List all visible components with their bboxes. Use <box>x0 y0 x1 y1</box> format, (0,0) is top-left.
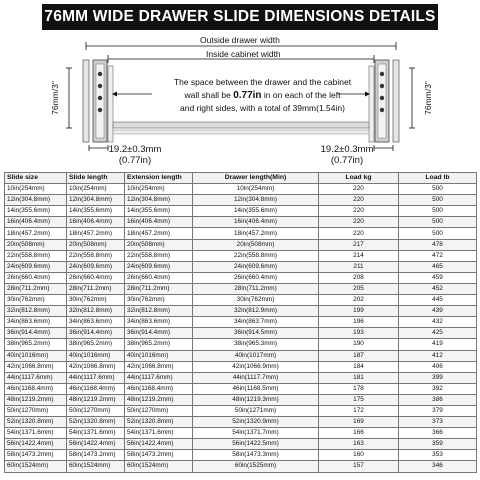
table-row <box>5 283 477 294</box>
cell-load-kg: 220 <box>319 228 399 239</box>
measure-label-right <box>312 144 382 166</box>
cell-extension-length: 12in(304.8mm) <box>125 195 193 206</box>
cell-drawer-length: 36in(914.5mm) <box>193 328 319 339</box>
inside-width-label: Inside cabinet width <box>206 49 281 59</box>
cell-load-kg: 208 <box>319 272 399 283</box>
table-row <box>5 306 477 317</box>
cell-extension-length: 10in(254mm) <box>125 184 193 195</box>
gap-note-line2 <box>155 89 370 102</box>
table-row <box>5 195 477 206</box>
cell-load-kg: 172 <box>319 405 399 416</box>
drawer-rail <box>113 122 369 128</box>
table-row <box>5 394 477 405</box>
cell-drawer-length: 58in(1473.3mm) <box>193 450 319 461</box>
cell-slide-length: 12in(304.8mm) <box>67 195 125 206</box>
table-row <box>5 206 477 217</box>
gap-note-value: 0.77in <box>233 90 262 101</box>
table-row <box>5 184 477 195</box>
cell-slide-size: 38in(965.2mm) <box>5 339 67 350</box>
cell-load-kg: 160 <box>319 450 399 461</box>
cell-drawer-length: 44in(1117.7mm) <box>193 372 319 383</box>
cell-load-kg: 196 <box>319 317 399 328</box>
measure-right-in: (0.77in) <box>330 155 364 166</box>
cell-slide-size: 30in(762mm) <box>5 295 67 306</box>
cell-load-lb: 465 <box>399 261 477 272</box>
cell-load-kg: 211 <box>319 261 399 272</box>
cell-load-lb: 432 <box>399 317 477 328</box>
table-row <box>5 217 477 228</box>
cell-slide-size: 26in(660.4mm) <box>5 272 67 283</box>
cell-drawer-length: 16in(406.4mm) <box>193 217 319 228</box>
cell-drawer-length: 54in(1371.7mm) <box>193 428 319 439</box>
cell-load-lb: 392 <box>399 383 477 394</box>
cell-extension-length: 20in(508mm) <box>125 239 193 250</box>
cell-slide-length: 44in(1117.6mm) <box>67 372 125 383</box>
cell-slide-length: 38in(965.2mm) <box>67 339 125 350</box>
header-extension-length: Extension length <box>125 173 193 184</box>
cell-load-kg: 202 <box>319 295 399 306</box>
cell-slide-length: 60in(1524mm) <box>67 461 125 472</box>
height-label-right: 76mm/3" <box>422 81 433 115</box>
cell-load-lb: 478 <box>399 239 477 250</box>
cell-slide-size: 60in(1524mm) <box>5 461 67 472</box>
cell-load-lb: 459 <box>399 272 477 283</box>
outside-width-label: Outside drawer width <box>200 35 280 45</box>
cell-load-lb: 500 <box>399 206 477 217</box>
cell-extension-length: 40in(1016mm) <box>125 350 193 361</box>
cell-slide-size: 32in(812.8mm) <box>5 306 67 317</box>
cell-extension-length: 46in(1168.4mm) <box>125 383 193 394</box>
cell-slide-size: 50in(1270mm) <box>5 405 67 416</box>
cell-drawer-length: 52in(1320.9mm) <box>193 417 319 428</box>
cell-slide-size: 58in(1473.2mm) <box>5 450 67 461</box>
table-row <box>5 261 477 272</box>
cell-slide-length: 32in(812.8mm) <box>67 306 125 317</box>
cell-load-lb: 472 <box>399 250 477 261</box>
cell-load-lb: 439 <box>399 306 477 317</box>
cell-extension-length: 58in(1473.2mm) <box>125 450 193 461</box>
cell-load-lb: 406 <box>399 361 477 372</box>
cell-slide-length: 26in(660.4mm) <box>67 272 125 283</box>
cell-load-kg: 157 <box>319 461 399 472</box>
table-body <box>5 184 477 472</box>
cell-load-kg: 214 <box>319 250 399 261</box>
cell-slide-size: 18in(457.2mm) <box>5 228 67 239</box>
page-title: 76MM WIDE DRAWER SLIDE DIMENSIONS DETAILS <box>42 4 438 30</box>
table-row <box>5 450 477 461</box>
dimensions-table <box>4 172 477 473</box>
cell-load-kg: 166 <box>319 428 399 439</box>
cabinet-wall-left <box>83 60 89 142</box>
cell-load-lb: 379 <box>399 405 477 416</box>
cell-drawer-length: 18in(457.2mm) <box>193 228 319 239</box>
drawer-bottom <box>113 130 369 134</box>
cell-drawer-length: 32in(812.9mm) <box>193 306 319 317</box>
cell-load-lb: 419 <box>399 339 477 350</box>
cell-load-lb: 425 <box>399 328 477 339</box>
cell-slide-size: 46in(1168.4mm) <box>5 383 67 394</box>
cell-slide-length: 50in(1270mm) <box>67 405 125 416</box>
table-row <box>5 361 477 372</box>
cell-drawer-length: 34in(863.7mm) <box>193 317 319 328</box>
cell-extension-length: 52in(1320.8mm) <box>125 417 193 428</box>
cell-load-lb: 346 <box>399 461 477 472</box>
cell-drawer-length: 60in(1525mm) <box>193 461 319 472</box>
cell-drawer-length: 42in(1066.9mm) <box>193 361 319 372</box>
measure-label-left <box>100 144 170 166</box>
header-slide-length: Slide length <box>67 173 125 184</box>
cell-load-kg: 163 <box>319 439 399 450</box>
cell-load-lb: 452 <box>399 283 477 294</box>
cell-load-lb: 500 <box>399 195 477 206</box>
cell-slide-length: 22in(558.8mm) <box>67 250 125 261</box>
cell-slide-size: 52in(1320.8mm) <box>5 417 67 428</box>
cell-slide-size: 40in(1016mm) <box>5 350 67 361</box>
cell-slide-length: 58in(1473.2mm) <box>67 450 125 461</box>
cell-slide-size: 42in(1066.8mm) <box>5 361 67 372</box>
gap-note-post: in on each of the left <box>263 90 341 100</box>
cell-slide-size: 22in(558.8mm) <box>5 250 67 261</box>
table-row <box>5 239 477 250</box>
cell-slide-size: 34in(863.6mm) <box>5 317 67 328</box>
gap-note <box>155 76 370 115</box>
cell-extension-length: 48in(1219.2mm) <box>125 394 193 405</box>
cell-extension-length: 54in(1371.6mm) <box>125 428 193 439</box>
table-row <box>5 250 477 261</box>
table-header-row <box>5 173 477 184</box>
table-row <box>5 461 477 472</box>
gap-note-line3: and right sides, with a total of 39mm(1.54in) <box>180 103 345 113</box>
cell-drawer-length: 26in(660.4mm) <box>193 272 319 283</box>
cell-load-lb: 366 <box>399 428 477 439</box>
cell-extension-length: 60in(1524mm) <box>125 461 193 472</box>
cell-load-kg: 217 <box>319 239 399 250</box>
measure-right-mm: 19.2±0.3mm <box>320 144 374 155</box>
cell-slide-length: 56in(1422.4mm) <box>67 439 125 450</box>
cell-extension-length: 24in(609.6mm) <box>125 261 193 272</box>
cabinet-wall-right <box>393 60 399 142</box>
gap-note-pre: wall shall be <box>184 90 231 100</box>
height-label-left: 76mm/3" <box>49 81 60 115</box>
cell-slide-length: 16in(406.4mm) <box>67 217 125 228</box>
cell-extension-length: 18in(457.2mm) <box>125 228 193 239</box>
cell-slide-size: 56in(1422.4mm) <box>5 439 67 450</box>
cell-extension-length: 16in(406.4mm) <box>125 217 193 228</box>
cell-extension-length: 32in(812.8mm) <box>125 306 193 317</box>
cell-extension-length: 26in(660.4mm) <box>125 272 193 283</box>
cell-slide-size: 28in(711.2mm) <box>5 283 67 294</box>
cell-load-kg: 220 <box>319 195 399 206</box>
cell-load-lb: 386 <box>399 394 477 405</box>
cell-load-kg: 199 <box>319 306 399 317</box>
cell-drawer-length: 38in(965.3mm) <box>193 339 319 350</box>
cell-slide-size: 54in(1371.6mm) <box>5 428 67 439</box>
cell-slide-length: 10in(254mm) <box>67 184 125 195</box>
cell-load-kg: 193 <box>319 328 399 339</box>
cell-slide-size: 44in(1117.6mm) <box>5 372 67 383</box>
cell-slide-size: 36in(914.4mm) <box>5 328 67 339</box>
cell-drawer-length: 56in(1422.5mm) <box>193 439 319 450</box>
table-row <box>5 339 477 350</box>
cell-drawer-length: 22in(558.8mm) <box>193 250 319 261</box>
table-row <box>5 317 477 328</box>
table-row <box>5 295 477 306</box>
cell-drawer-length: 28in(711.2mm) <box>193 283 319 294</box>
cell-load-kg: 205 <box>319 283 399 294</box>
header-drawer-length: Drawer length(Min) <box>193 173 319 184</box>
cell-load-lb: 353 <box>399 450 477 461</box>
cell-slide-length: 36in(914.4mm) <box>67 328 125 339</box>
cell-load-kg: 178 <box>319 383 399 394</box>
cell-slide-length: 52in(1320.8mm) <box>67 417 125 428</box>
table-row <box>5 439 477 450</box>
cell-load-kg: 169 <box>319 417 399 428</box>
cell-drawer-length: 24in(609.6mm) <box>193 261 319 272</box>
cell-extension-length: 56in(1422.4mm) <box>125 439 193 450</box>
cell-load-lb: 399 <box>399 372 477 383</box>
cell-slide-size: 16in(406.4mm) <box>5 217 67 228</box>
table-row <box>5 417 477 428</box>
cell-load-kg: 184 <box>319 361 399 372</box>
cell-extension-length: 22in(558.8mm) <box>125 250 193 261</box>
measure-left-mm: 19.2±0.3mm <box>108 144 162 155</box>
cell-load-kg: 181 <box>319 372 399 383</box>
table-row <box>5 228 477 239</box>
cell-drawer-length: 48in(1219.3mm) <box>193 394 319 405</box>
cell-load-kg: 220 <box>319 217 399 228</box>
cell-drawer-length: 14in(355.6mm) <box>193 206 319 217</box>
cell-load-lb: 500 <box>399 217 477 228</box>
cell-load-kg: 187 <box>319 350 399 361</box>
drawer-slide-diagram <box>0 30 480 170</box>
cell-slide-length: 18in(457.2mm) <box>67 228 125 239</box>
cell-slide-length: 28in(711.2mm) <box>67 283 125 294</box>
table-row <box>5 372 477 383</box>
cell-slide-length: 42in(1066.8mm) <box>67 361 125 372</box>
cell-load-kg: 220 <box>319 184 399 195</box>
header-load-lb: Load lb <box>399 173 477 184</box>
cell-load-lb: 412 <box>399 350 477 361</box>
cell-drawer-length: 46in(1168.5mm) <box>193 383 319 394</box>
table-row <box>5 383 477 394</box>
cell-extension-length: 34in(863.6mm) <box>125 317 193 328</box>
cell-extension-length: 30in(762mm) <box>125 295 193 306</box>
cell-drawer-length: 10in(254mm) <box>193 184 319 195</box>
cell-load-lb: 373 <box>399 417 477 428</box>
cell-load-kg: 190 <box>319 339 399 350</box>
cell-slide-length: 24in(609.6mm) <box>67 261 125 272</box>
cell-drawer-length: 12in(304.8mm) <box>193 195 319 206</box>
cell-extension-length: 36in(914.4mm) <box>125 328 193 339</box>
cell-slide-length: 46in(1168.4mm) <box>67 383 125 394</box>
cell-slide-length: 30in(762mm) <box>67 295 125 306</box>
cell-load-kg: 220 <box>319 206 399 217</box>
cell-extension-length: 38in(965.2mm) <box>125 339 193 350</box>
cell-extension-length: 50in(1270mm) <box>125 405 193 416</box>
table-row <box>5 428 477 439</box>
cell-extension-length: 44in(1117.6mm) <box>125 372 193 383</box>
cell-slide-length: 48in(1219.2mm) <box>67 394 125 405</box>
cell-drawer-length: 20in(508mm) <box>193 239 319 250</box>
table-row <box>5 272 477 283</box>
cell-slide-size: 24in(609.6mm) <box>5 261 67 272</box>
table-row <box>5 350 477 361</box>
cell-extension-length: 42in(1066.8mm) <box>125 361 193 372</box>
gap-note-line1: The space between the drawer and the cabinet <box>173 77 352 87</box>
cell-slide-length: 20in(508mm) <box>67 239 125 250</box>
cell-load-lb: 359 <box>399 439 477 450</box>
cell-slide-size: 10in(254mm) <box>5 184 67 195</box>
table-row <box>5 405 477 416</box>
cell-extension-length: 14in(355.6mm) <box>125 206 193 217</box>
cell-slide-length: 14in(355.6mm) <box>67 206 125 217</box>
drawer-side-left <box>108 66 113 142</box>
cell-slide-length: 34in(863.6mm) <box>67 317 125 328</box>
cell-load-lb: 500 <box>399 184 477 195</box>
cell-slide-size: 48in(1219.2mm) <box>5 394 67 405</box>
cell-slide-size: 12in(304.8mm) <box>5 195 67 206</box>
cell-drawer-length: 30in(762mm) <box>193 295 319 306</box>
cell-load-lb: 500 <box>399 228 477 239</box>
cell-slide-size: 14in(355.6mm) <box>5 206 67 217</box>
cell-slide-length: 40in(1016mm) <box>67 350 125 361</box>
cell-extension-length: 28in(711.2mm) <box>125 283 193 294</box>
cell-slide-size: 20in(508mm) <box>5 239 67 250</box>
header-slide-size: Slide size <box>5 173 67 184</box>
cell-load-lb: 445 <box>399 295 477 306</box>
measure-left-in: (0.77in) <box>118 155 152 166</box>
cell-drawer-length: 40in(1017mm) <box>193 350 319 361</box>
cell-load-kg: 175 <box>319 394 399 405</box>
table-row <box>5 328 477 339</box>
cell-drawer-length: 50in(1271mm) <box>193 405 319 416</box>
header-load-kg: Load kg <box>319 173 399 184</box>
cell-slide-length: 54in(1371.6mm) <box>67 428 125 439</box>
